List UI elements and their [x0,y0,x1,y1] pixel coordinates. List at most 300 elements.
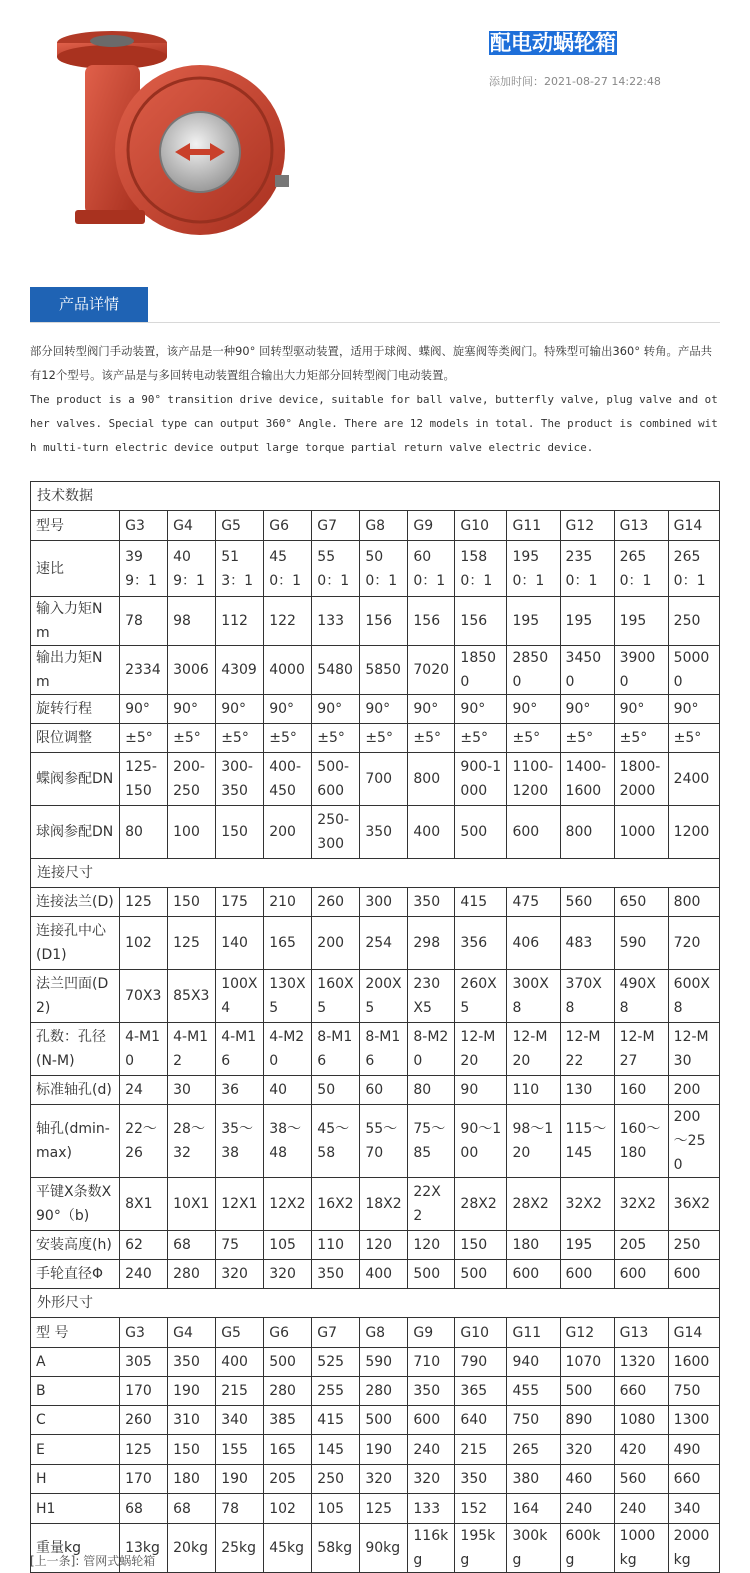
table-cell: 12X2 [264,1178,312,1231]
table-cell: 455 [507,1377,560,1406]
table-cell: 90° [614,695,668,724]
table-cell: ±5° [168,724,216,753]
table-cell: 5850 [360,646,408,695]
table-cell: 133 [312,597,360,646]
table-cell: 75～85 [408,1105,455,1178]
table-cell: 240 [408,1435,455,1465]
table-cell: 250 [668,597,719,646]
table-cell: 2650：1 [614,541,668,597]
table-cell: 36X2 [668,1178,719,1231]
table-cell: 45～58 [312,1105,360,1178]
row-label: 蝶阀参配DN [31,753,120,806]
table-cell: G13 [614,511,668,541]
table-cell: 260 [312,888,360,917]
spec-table [30,481,720,1573]
table-cell: 1400-1600 [560,753,614,806]
table-row [31,646,720,695]
table-cell: 320 [408,1465,455,1494]
table-cell: 1600 [668,1348,719,1377]
table-cell: 300X8 [507,970,560,1023]
table-cell: 98 [168,597,216,646]
table-cell: 400 [216,1348,264,1377]
table-cell: G4 [168,1318,216,1348]
table-cell: 195 [614,597,668,646]
row-label: 型 号 [31,1318,120,1348]
table-cell: 250 [312,1465,360,1494]
table-cell: 90° [507,695,560,724]
row-label: 输出力矩Nm [31,646,120,695]
table-cell: 150 [216,806,264,859]
table-cell: 4-M16 [216,1023,264,1076]
table-cell: 4-M10 [120,1023,168,1076]
table-cell: 24 [120,1076,168,1105]
table-cell: 215 [216,1377,264,1406]
table-cell: 122 [264,597,312,646]
table-cell: 215 [455,1435,507,1465]
table-row [31,541,720,597]
table-cell: 39000 [614,646,668,695]
table-cell: 100 [168,806,216,859]
table-cell: 28X2 [507,1178,560,1231]
table-cell: 116kg [408,1524,455,1573]
table-cell: 210 [264,888,312,917]
table-cell: ±5° [360,724,408,753]
table-cell: 78 [216,1494,264,1524]
section-header-row [31,1289,720,1318]
table-cell: ±5° [120,724,168,753]
prev-prefix: [上一条]: [30,1554,80,1568]
row-label: A [31,1348,120,1377]
table-cell: 1200 [668,806,719,859]
row-label: 速比 [31,541,120,597]
section-title: 技术数据 [31,482,720,511]
table-cell: 25kg [216,1524,264,1573]
table-cell: ±5° [560,724,614,753]
table-cell: 475 [507,888,560,917]
table-cell: 660 [614,1377,668,1406]
table-cell: 500 [455,806,507,859]
table-cell: 240 [560,1494,614,1524]
table-cell: 12-M30 [668,1023,719,1076]
row-label: 轴孔(dmin-max) [31,1105,120,1178]
table-cell: 75 [216,1231,264,1260]
table-cell: ±5° [455,724,507,753]
table-cell: 22～26 [120,1105,168,1178]
table-cell: 170 [120,1377,168,1406]
table-cell: 600 [614,1260,668,1289]
table-cell: 1000 [614,806,668,859]
section-header-row [31,859,720,888]
table-cell: 4-M20 [264,1023,312,1076]
table-cell: 365 [455,1377,507,1406]
table-cell: G10 [455,511,507,541]
row-label: 连接法兰(D) [31,888,120,917]
row-label: 法兰凹面(D2) [31,970,120,1023]
table-cell: 1950：1 [507,541,560,597]
table-cell: 320 [264,1260,312,1289]
table-cell: 34500 [560,646,614,695]
section-title: 外形尺寸 [31,1289,720,1318]
row-label: B [31,1377,120,1406]
table-cell: 13kg [120,1524,168,1573]
table-cell: 90° [312,695,360,724]
table-cell: 800 [560,806,614,859]
table-cell: 10X1 [168,1178,216,1231]
table-cell: 400-450 [264,753,312,806]
table-cell: 2400 [668,753,719,806]
table-cell: ±5° [312,724,360,753]
row-label: 型号 [31,511,120,541]
table-cell: 12-M20 [507,1023,560,1076]
table-cell: 600 [507,1260,560,1289]
table-cell: 790 [455,1348,507,1377]
table-cell: G13 [614,1318,668,1348]
table-cell: 4309 [216,646,264,695]
table-cell: 200 [668,1076,719,1105]
table-cell: 12X1 [216,1178,264,1231]
table-cell: 720 [668,917,719,970]
table-cell: 102 [120,917,168,970]
table-row [31,1231,720,1260]
table-cell: 280 [360,1377,408,1406]
table-cell: 415 [455,888,507,917]
table-cell: 156 [455,597,507,646]
table-cell: 500 [264,1348,312,1377]
table-cell: 750 [668,1377,719,1406]
table-cell: 340 [216,1406,264,1435]
table-cell: 18X2 [360,1178,408,1231]
table-cell: 350 [360,806,408,859]
table-cell: 190 [360,1435,408,1465]
table-cell: 350 [408,1377,455,1406]
table-cell: 130 [560,1076,614,1105]
table-cell: 600：1 [408,541,455,597]
table-cell: 90° [264,695,312,724]
table-cell: G7 [312,511,360,541]
table-cell: 900-1000 [455,753,507,806]
table-cell: 145 [312,1435,360,1465]
product-header [0,0,750,270]
table-cell: 300-350 [216,753,264,806]
table-cell: G11 [507,1318,560,1348]
table-cell: 102 [264,1494,312,1524]
table-cell: 320 [560,1435,614,1465]
table-cell: G9 [408,511,455,541]
table-cell: 560 [560,888,614,917]
table-cell: G6 [264,1318,312,1348]
table-cell: 2350：1 [560,541,614,597]
table-cell: 4000 [264,646,312,695]
table-cell: 125 [120,888,168,917]
table-cell: 155 [216,1435,264,1465]
table-cell: G14 [668,1318,719,1348]
table-cell: 660 [668,1465,719,1494]
row-label: 限位调整 [31,724,120,753]
table-cell: G14 [668,511,719,541]
table-cell: 90 [455,1076,507,1105]
table-cell: 8-M20 [408,1023,455,1076]
table-cell: 600 [408,1406,455,1435]
table-cell: 60 [360,1076,408,1105]
table-cell: 90° [668,695,719,724]
row-label: 连接孔中心(D1) [31,917,120,970]
row-label: 孔数：孔径(N-M) [31,1023,120,1076]
table-cell: 1320 [614,1348,668,1377]
table-cell: 70X3 [120,970,168,1023]
table-cell: 5480 [312,646,360,695]
table-row [31,1076,720,1105]
table-cell: 700 [360,753,408,806]
table-cell: 78 [120,597,168,646]
table-row [31,597,720,646]
table-cell: 500 [408,1260,455,1289]
table-cell: 115～145 [560,1105,614,1178]
table-cell: 58kg [312,1524,360,1573]
table-cell: ±5° [668,724,719,753]
row-label: 手轮直径Φ [31,1260,120,1289]
table-cell: 18500 [455,646,507,695]
table-cell: 133 [408,1494,455,1524]
table-cell: 90° [120,695,168,724]
table-row [31,1178,720,1231]
table-cell: 7020 [408,646,455,695]
table-cell: 195 [560,1231,614,1260]
worm-gearbox-photo [50,25,295,240]
table-cell: 320 [216,1260,264,1289]
table-cell: 483 [560,917,614,970]
table-cell: 750 [507,1406,560,1435]
table-cell: 80 [408,1076,455,1105]
table-cell: 120 [408,1231,455,1260]
table-cell: 300kg [507,1524,560,1573]
table-cell: 200X5 [360,970,408,1023]
table-cell: 90kg [360,1524,408,1573]
table-cell: 500：1 [360,541,408,597]
table-row [31,1348,720,1377]
table-row [31,917,720,970]
prev-article-title[interactable]: 管网式蜗轮箱 [83,1554,156,1568]
row-label: H1 [31,1494,120,1524]
table-cell: 260 [120,1406,168,1435]
table-cell: ±5° [408,724,455,753]
table-cell: 140 [216,917,264,970]
table-cell: G4 [168,511,216,541]
table-cell: 280 [264,1377,312,1406]
table-cell: 385 [264,1406,312,1435]
table-cell: 28～32 [168,1105,216,1178]
table-cell: 250-300 [312,806,360,859]
table-row [31,511,720,541]
table-cell: 62 [120,1231,168,1260]
table-cell: 16X2 [312,1178,360,1231]
table-cell: 800 [408,753,455,806]
table-cell: 105 [264,1231,312,1260]
table-cell: G9 [408,1318,455,1348]
table-cell: 30 [168,1076,216,1105]
add-time: 添加时间：2021-08-27 14:22:48 [489,75,661,88]
table-cell: G5 [216,1318,264,1348]
table-cell: 125-150 [120,753,168,806]
table-cell: 180 [507,1231,560,1260]
table-row [31,970,720,1023]
prev-article-link[interactable] [30,1552,155,1569]
table-cell: 50 [312,1076,360,1105]
table-cell: 170 [120,1465,168,1494]
table-cell: 156 [408,597,455,646]
table-cell: 200 [264,806,312,859]
table-row [31,1105,720,1178]
table-cell: 190 [216,1465,264,1494]
table-cell: 156 [360,597,408,646]
table-cell: 90～100 [455,1105,507,1178]
table-cell: 1070 [560,1348,614,1377]
row-label: 重量kg [31,1524,120,1573]
table-cell: 350 [408,888,455,917]
product-description [30,340,720,460]
table-cell: 200 [312,917,360,970]
table-row [31,888,720,917]
table-cell: 190 [168,1377,216,1406]
table-cell: 356 [455,917,507,970]
table-cell: 4-M12 [168,1023,216,1076]
table-cell: 175 [216,888,264,917]
table-cell: 90° [408,695,455,724]
table-cell: 406 [507,917,560,970]
table-cell: 120 [360,1231,408,1260]
table-cell: ±5° [216,724,264,753]
table-cell: G8 [360,1318,408,1348]
table-cell: 165 [264,1435,312,1465]
table-cell: G8 [360,511,408,541]
table-cell: G5 [216,511,264,541]
table-cell: 205 [614,1231,668,1260]
table-cell: 38～48 [264,1105,312,1178]
table-cell: 298 [408,917,455,970]
table-cell: 240 [120,1260,168,1289]
table-cell: 90° [560,695,614,724]
table-cell: 1080 [614,1406,668,1435]
table-row [31,1494,720,1524]
table-cell: 255 [312,1377,360,1406]
table-cell: 460 [560,1465,614,1494]
table-cell: 340 [668,1494,719,1524]
row-label: 输入力矩Nm [31,597,120,646]
table-cell: 490X8 [614,970,668,1023]
row-label: C [31,1406,120,1435]
table-cell: 150 [455,1231,507,1260]
description-en: The product is a 90° transition drive device, suitable for ball valve, butterfly valve, plug valve and other valves. Special type can output 360° Angle. There are 12 models in total. The product is combined with multi-turn electric device output large torque partial return valve electric device. [30,393,718,454]
table-cell: ±5° [264,724,312,753]
table-cell: 12-M20 [455,1023,507,1076]
table-cell: 2334 [120,646,168,695]
table-row [31,1260,720,1289]
row-label: H [31,1465,120,1494]
table-row [31,1406,720,1435]
table-cell: 320 [360,1465,408,1494]
table-cell: 1800-2000 [614,753,668,806]
table-cell: 490 [668,1435,719,1465]
detail-tab-bar [30,287,720,323]
table-cell: 160X5 [312,970,360,1023]
table-cell: G3 [120,1318,168,1348]
table-cell: 1580：1 [455,541,507,597]
table-cell: 600X8 [668,970,719,1023]
table-cell: 130X5 [264,970,312,1023]
table-cell: 160～180 [614,1105,668,1178]
section-title: 连接尺寸 [31,859,720,888]
table-cell: 260X5 [455,970,507,1023]
table-cell: 650 [614,888,668,917]
table-cell: 45kg [264,1524,312,1573]
description-cn: 部分回转型阀门手动装置，该产品是一种90° 回转型驱动装置，适用于球阀、蝶阀、旋塞阀等类阀门。特殊型可输出360° 转角。产品共有12个型号。该产品是与多回转电动装置组合输出大力矩部分回转型阀门电动装置。 [30,345,713,382]
tab-product-detail[interactable]: 产品详情 [30,287,148,322]
table-cell: 550：1 [312,541,360,597]
table-cell: 32X2 [560,1178,614,1231]
table-cell: 12-M27 [614,1023,668,1076]
table-cell: 150 [168,1435,216,1465]
table-cell: 590 [360,1348,408,1377]
product-title: 配电动蜗轮箱 [490,31,616,55]
table-cell: ±5° [507,724,560,753]
table-cell: 22X2 [408,1178,455,1231]
table-cell: 415 [312,1406,360,1435]
table-cell: 36 [216,1076,264,1105]
table-cell: 105 [312,1494,360,1524]
table-cell: 400 [408,806,455,859]
table-cell: 90° [455,695,507,724]
table-cell: 100X4 [216,970,264,1023]
table-cell: 152 [455,1494,507,1524]
table-cell: 8X1 [120,1178,168,1231]
table-cell: G12 [560,511,614,541]
table-cell: G12 [560,1318,614,1348]
table-cell: 55～70 [360,1105,408,1178]
table-row [31,1435,720,1465]
table-cell: 150 [168,888,216,917]
table-cell: G6 [264,511,312,541]
table-cell: 2650：1 [668,541,719,597]
table-row [31,1465,720,1494]
table-cell: 110 [507,1076,560,1105]
table-cell: 2000kg [668,1524,719,1573]
table-cell: 600kg [560,1524,614,1573]
table-cell: 409：1 [168,541,216,597]
table-cell: 125 [360,1494,408,1524]
table-row [31,724,720,753]
table-cell: 90° [168,695,216,724]
table-cell: 600 [560,1260,614,1289]
table-cell: G11 [507,511,560,541]
table-cell: 500 [455,1260,507,1289]
table-cell: 280 [168,1260,216,1289]
table-cell: 500-600 [312,753,360,806]
table-cell: 250 [668,1231,719,1260]
table-cell: 195kg [455,1524,507,1573]
table-cell: 1100-1200 [507,753,560,806]
table-cell: 420 [614,1435,668,1465]
table-cell: 380 [507,1465,560,1494]
table-row [31,806,720,859]
table-cell: G3 [120,511,168,541]
table-cell: 940 [507,1348,560,1377]
table-cell: 90° [216,695,264,724]
table-cell: 890 [560,1406,614,1435]
row-label: 安装高度(h) [31,1231,120,1260]
row-label: E [31,1435,120,1465]
table-cell: 80 [120,806,168,859]
table-cell: 3006 [168,646,216,695]
table-cell: 50000 [668,646,719,695]
